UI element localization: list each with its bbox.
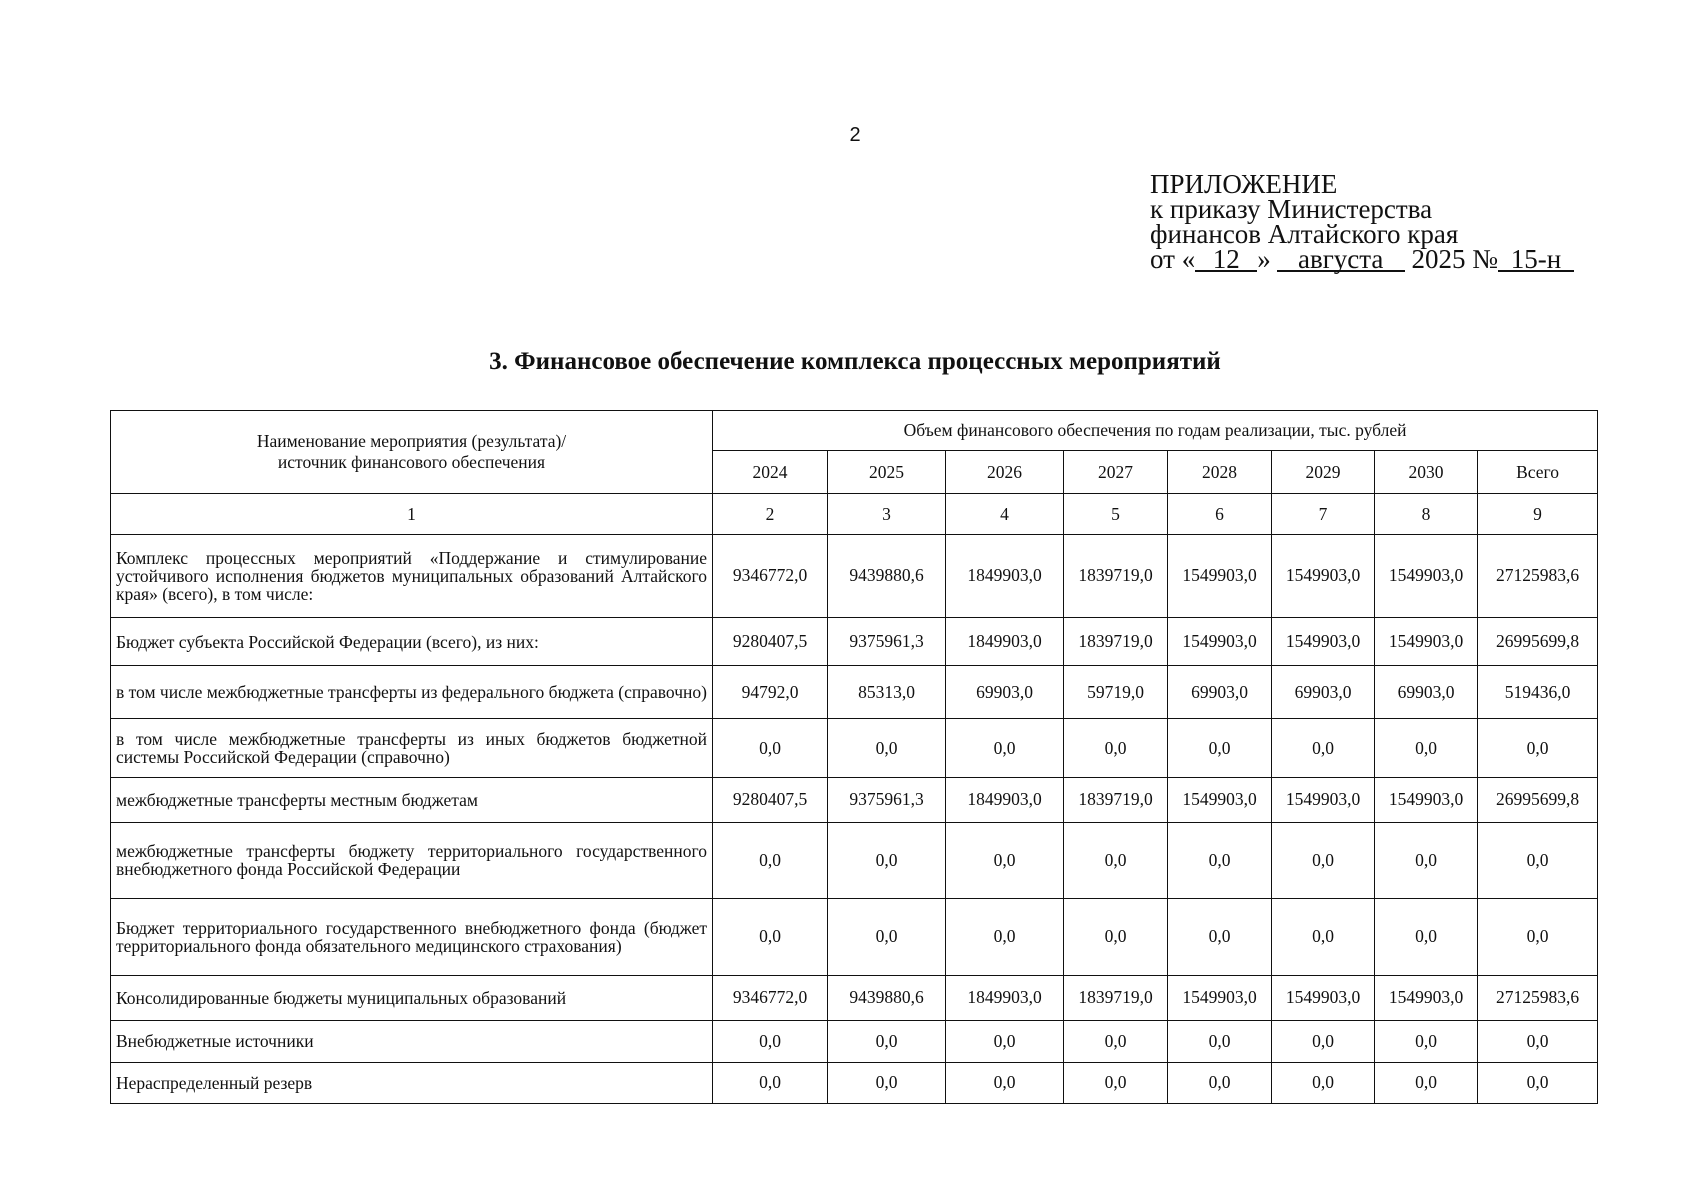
table-row xyxy=(111,778,1598,822)
column-index-2: 2 xyxy=(713,494,828,535)
header-year-6: 2029 xyxy=(1272,451,1375,494)
row-value: 27125983,6 xyxy=(1478,535,1598,618)
column-index-5: 5 xyxy=(1064,494,1168,535)
row-value: 1549903,0 xyxy=(1272,975,1375,1021)
row-value: 1549903,0 xyxy=(1168,535,1272,618)
row-value: 0,0 xyxy=(1375,822,1478,899)
table-row xyxy=(111,1021,1598,1062)
row-value: 0,0 xyxy=(946,822,1064,899)
date-prefix: от « xyxy=(1150,244,1196,274)
row-value: 1839719,0 xyxy=(1064,778,1168,822)
row-value: 9346772,0 xyxy=(713,535,828,618)
row-name: в том числе межбюджетные трансферты из федерального бюджета (справочно) xyxy=(111,666,713,719)
row-value: 59719,0 xyxy=(1064,666,1168,719)
row-value: 0,0 xyxy=(713,719,828,778)
row-value: 0,0 xyxy=(1272,1021,1375,1062)
row-value: 0,0 xyxy=(1272,899,1375,976)
row-value: 0,0 xyxy=(1478,1062,1598,1103)
date-quote-close: » xyxy=(1257,244,1271,274)
column-index-8: 8 xyxy=(1375,494,1478,535)
row-value: 519436,0 xyxy=(1478,666,1598,719)
row-value: 1549903,0 xyxy=(1272,778,1375,822)
row-value: 9280407,5 xyxy=(713,778,828,822)
row-value: 0,0 xyxy=(713,822,828,899)
header-year-3: 2026 xyxy=(946,451,1064,494)
date-day: 12 xyxy=(1195,248,1257,272)
table-row xyxy=(111,899,1598,976)
row-value: 0,0 xyxy=(1064,719,1168,778)
row-name: Нераспределенный резерв xyxy=(111,1062,713,1103)
row-value: 69903,0 xyxy=(946,666,1064,719)
section-title: 3. Финансовое обеспечение комплекса процессных мероприятий xyxy=(489,348,1221,375)
row-value: 0,0 xyxy=(1064,1021,1168,1062)
row-value: 0,0 xyxy=(1064,1062,1168,1103)
appendix-line-2: финансов Алтайского края xyxy=(1150,219,1459,249)
row-value: 1549903,0 xyxy=(1168,617,1272,666)
row-value: 0,0 xyxy=(1375,1021,1478,1062)
row-value: 1839719,0 xyxy=(1064,975,1168,1021)
financing-table xyxy=(110,410,1598,1104)
row-value: 1549903,0 xyxy=(1375,617,1478,666)
row-value: 1839719,0 xyxy=(1064,535,1168,618)
row-value: 0,0 xyxy=(1168,1062,1272,1103)
row-value: 69903,0 xyxy=(1272,666,1375,719)
row-name: Бюджет субъекта Российской Федерации (всего), из них: xyxy=(111,617,713,666)
row-value: 27125983,6 xyxy=(1478,975,1598,1021)
row-value: 0,0 xyxy=(1375,719,1478,778)
row-value: 0,0 xyxy=(946,1021,1064,1062)
row-value: 0,0 xyxy=(1272,1062,1375,1103)
row-value: 0,0 xyxy=(946,719,1064,778)
header-year-2: 2025 xyxy=(828,451,946,494)
row-value: 9346772,0 xyxy=(713,975,828,1021)
row-name: межбюджетные трансферты местным бюджетам xyxy=(111,778,713,822)
header-year-1: 2024 xyxy=(713,451,828,494)
table-row xyxy=(111,535,1598,618)
row-value: 0,0 xyxy=(1478,822,1598,899)
header-row-1 xyxy=(111,411,1598,451)
row-value: 9439880,6 xyxy=(828,535,946,618)
table-row xyxy=(111,1062,1598,1103)
table-row xyxy=(111,719,1598,778)
row-value: 0,0 xyxy=(1168,899,1272,976)
order-number: 15-н xyxy=(1498,248,1574,272)
row-value: 9375961,3 xyxy=(828,778,946,822)
row-name: Бюджет территориального государственного внебюджетного фонда (бюджет территориального фонда обязательного медицинского страхования) xyxy=(111,899,713,976)
date-month: августа xyxy=(1277,248,1405,272)
column-index-7: 7 xyxy=(1272,494,1375,535)
header-year-8: Всего xyxy=(1478,451,1598,494)
row-name: межбюджетные трансферты бюджету территориального государственного внебюджетного фонда Российской Федерации xyxy=(111,822,713,899)
row-name: Комплекс процессных мероприятий «Поддержание и стимулирование устойчивого исполнения бюджетов муниципальных образований Алтайского края» (всего), в том числе: xyxy=(111,535,713,618)
row-value: 0,0 xyxy=(1375,1062,1478,1103)
row-value: 69903,0 xyxy=(1168,666,1272,719)
row-value: 26995699,8 xyxy=(1478,778,1598,822)
row-value: 0,0 xyxy=(946,899,1064,976)
table-row xyxy=(111,666,1598,719)
row-value: 0,0 xyxy=(946,1062,1064,1103)
row-value: 85313,0 xyxy=(828,666,946,719)
row-value: 0,0 xyxy=(828,719,946,778)
row-value: 0,0 xyxy=(828,1021,946,1062)
table-row xyxy=(111,617,1598,666)
appendix-date-line xyxy=(1150,244,1574,274)
row-value: 0,0 xyxy=(1272,822,1375,899)
column-index-1: 1 xyxy=(111,494,713,535)
column-index-3: 3 xyxy=(828,494,946,535)
column-index-4: 4 xyxy=(946,494,1064,535)
appendix-title: ПРИЛОЖЕНИЕ xyxy=(1150,169,1338,199)
header-year-7: 2030 xyxy=(1375,451,1478,494)
row-value: 9439880,6 xyxy=(828,975,946,1021)
row-value: 26995699,8 xyxy=(1478,617,1598,666)
row-value: 1849903,0 xyxy=(946,975,1064,1021)
row-name: в том числе межбюджетные трансферты из иных бюджетов бюджетной системы Российской Федерации (справочно) xyxy=(111,719,713,778)
date-year-number-label: 2025 № xyxy=(1411,244,1498,274)
row-value: 0,0 xyxy=(1478,1021,1598,1062)
row-name: Внебюджетные источники xyxy=(111,1021,713,1062)
row-value: 1849903,0 xyxy=(946,778,1064,822)
row-value: 1549903,0 xyxy=(1272,535,1375,618)
row-value: 0,0 xyxy=(713,899,828,976)
row-value: 0,0 xyxy=(1064,822,1168,899)
row-value: 0,0 xyxy=(828,1062,946,1103)
row-value: 0,0 xyxy=(1064,899,1168,976)
row-value: 69903,0 xyxy=(1375,666,1478,719)
row-value: 0,0 xyxy=(1478,899,1598,976)
row-value: 0,0 xyxy=(1272,719,1375,778)
row-value: 1849903,0 xyxy=(946,535,1064,618)
row-value: 0,0 xyxy=(828,899,946,976)
row-value: 1839719,0 xyxy=(1064,617,1168,666)
row-value: 0,0 xyxy=(713,1021,828,1062)
appendix-block xyxy=(1150,169,1574,274)
row-value: 1549903,0 xyxy=(1375,778,1478,822)
row-value: 9280407,5 xyxy=(713,617,828,666)
row-value: 0,0 xyxy=(1168,719,1272,778)
row-value: 0,0 xyxy=(713,1062,828,1103)
appendix-line-1: к приказу Министерства xyxy=(1150,194,1433,224)
row-name: Консолидированные бюджеты муниципальных образований xyxy=(111,975,713,1021)
row-value: 0,0 xyxy=(1375,899,1478,976)
table-row xyxy=(111,822,1598,899)
row-value: 0,0 xyxy=(1478,719,1598,778)
row-value: 1549903,0 xyxy=(1272,617,1375,666)
header-year-5: 2028 xyxy=(1168,451,1272,494)
column-index-6: 6 xyxy=(1168,494,1272,535)
table-body xyxy=(111,535,1598,1104)
table-row xyxy=(111,975,1598,1021)
row-value: 0,0 xyxy=(1168,822,1272,899)
row-value: 1549903,0 xyxy=(1375,535,1478,618)
page-number: 2 xyxy=(849,124,861,146)
column-index-9: 9 xyxy=(1478,494,1598,535)
row-value: 1849903,0 xyxy=(946,617,1064,666)
row-value: 1549903,0 xyxy=(1168,778,1272,822)
row-value: 0,0 xyxy=(1168,1021,1272,1062)
header-name-cell: Наименование мероприятия (результата)/ источник финансового обеспечения xyxy=(111,411,713,494)
row-value: 1549903,0 xyxy=(1375,975,1478,1021)
row-value: 94792,0 xyxy=(713,666,828,719)
row-value: 1549903,0 xyxy=(1168,975,1272,1021)
row-value: 0,0 xyxy=(828,822,946,899)
header-volume-cell: Объем финансового обеспечения по годам реализации, тыс. рублей xyxy=(713,411,1598,451)
header-index-row xyxy=(111,494,1598,535)
header-year-4: 2027 xyxy=(1064,451,1168,494)
row-value: 9375961,3 xyxy=(828,617,946,666)
